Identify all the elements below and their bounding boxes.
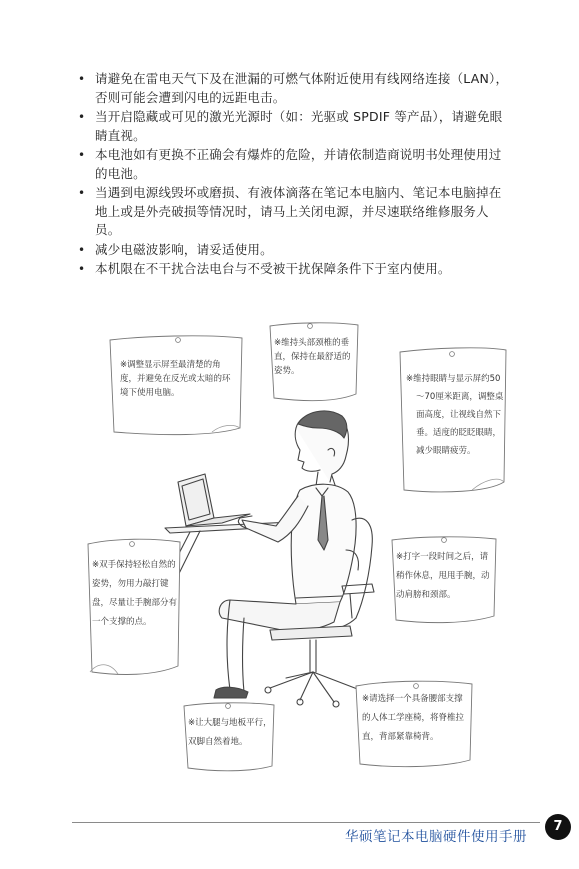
bullet-text: 本电池如有更换不正确会有爆炸的危险，并请依制造商说明书处理使用过的电池。 [95, 147, 502, 181]
bullet-text: 请避免在雷电天气下及在泄漏的可燃气体附近使用有线网络连接（LAN），否则可能会遭到闪电的远距电击。 [95, 71, 509, 105]
footer-manual-title: 华硕笔记本电脑硬件使用手册 [345, 829, 527, 845]
bullet-item [78, 146, 514, 183]
note-screen-text: ※调整显示屏至最清楚的角度，并避免在反光或太暗的环境下使用电脑。 [120, 360, 231, 398]
bullet-dot: • [78, 110, 86, 124]
bullet-text: 本机限在不干扰合法电台与不受被干扰保障条件下于室内使用。 [95, 261, 451, 276]
bullet-text: 当遇到电源线毁坏或磨损、有液体滴落在笔记本电脑内、笔记本电脑掉在地上或是外壳破损等情况时，请马上关闭电源，并尽速联络维修服务人员。 [95, 185, 502, 237]
note-chair-support [352, 678, 476, 770]
bullet-item [78, 260, 514, 279]
note-chair-text: ※请选择一个具备腰部支撑的人体工学座椅，将脊椎拉直，背部紧靠椅背。 [362, 694, 465, 742]
ergonomics-illustration [0, 300, 579, 780]
note-hand-text: ※双手保持轻松自然的姿势，勿用力敲打键盘，尽量让手腕部分有一个支撑的点。 [92, 560, 178, 627]
note-leg-posture [180, 700, 278, 774]
note-rest-break [388, 534, 500, 626]
note-head-posture [266, 320, 362, 404]
bullet-item [78, 184, 514, 240]
bullet-item [78, 108, 514, 145]
bullet-dot: • [78, 242, 86, 257]
note-head-text: ※维持头部颈椎的垂直，保持在最舒适的姿势。 [274, 338, 351, 376]
bullet-dot: • [78, 72, 86, 86]
page-number-badge: 7 [545, 814, 571, 840]
bullet-text: 减少电磁波影响，请妥适使用。 [95, 241, 273, 257]
safety-bullet-list [78, 70, 514, 280]
bullet-dot: • [78, 262, 86, 276]
note-eye-text: ※维持眼睛与显示屏约50～70厘米距离，调整桌面高度，让视线自然下垂。适度的眨眨眼睛，减少眼睛疲劳。 [406, 374, 504, 456]
bullet-dot: • [78, 148, 86, 162]
note-rest-text: ※打字一段时间之后，请稍作休息，甩甩手腕，动动肩膀和颈部。 [396, 552, 490, 600]
note-screen-angle [104, 332, 246, 438]
note-leg-text: ※让大腿与地板平行，双脚自然着地。 [188, 718, 272, 747]
bullet-text: 当开启隐藏或可见的激光光源时（如：光驱或 SPDIF 等产品），请避免眼睛直视。 [95, 109, 503, 143]
bullet-item [78, 70, 514, 107]
note-hand-posture [84, 534, 184, 678]
note-eye-distance [392, 344, 510, 496]
footer-divider [72, 822, 540, 823]
bullet-dot: • [78, 186, 86, 200]
bullet-item [78, 241, 514, 260]
